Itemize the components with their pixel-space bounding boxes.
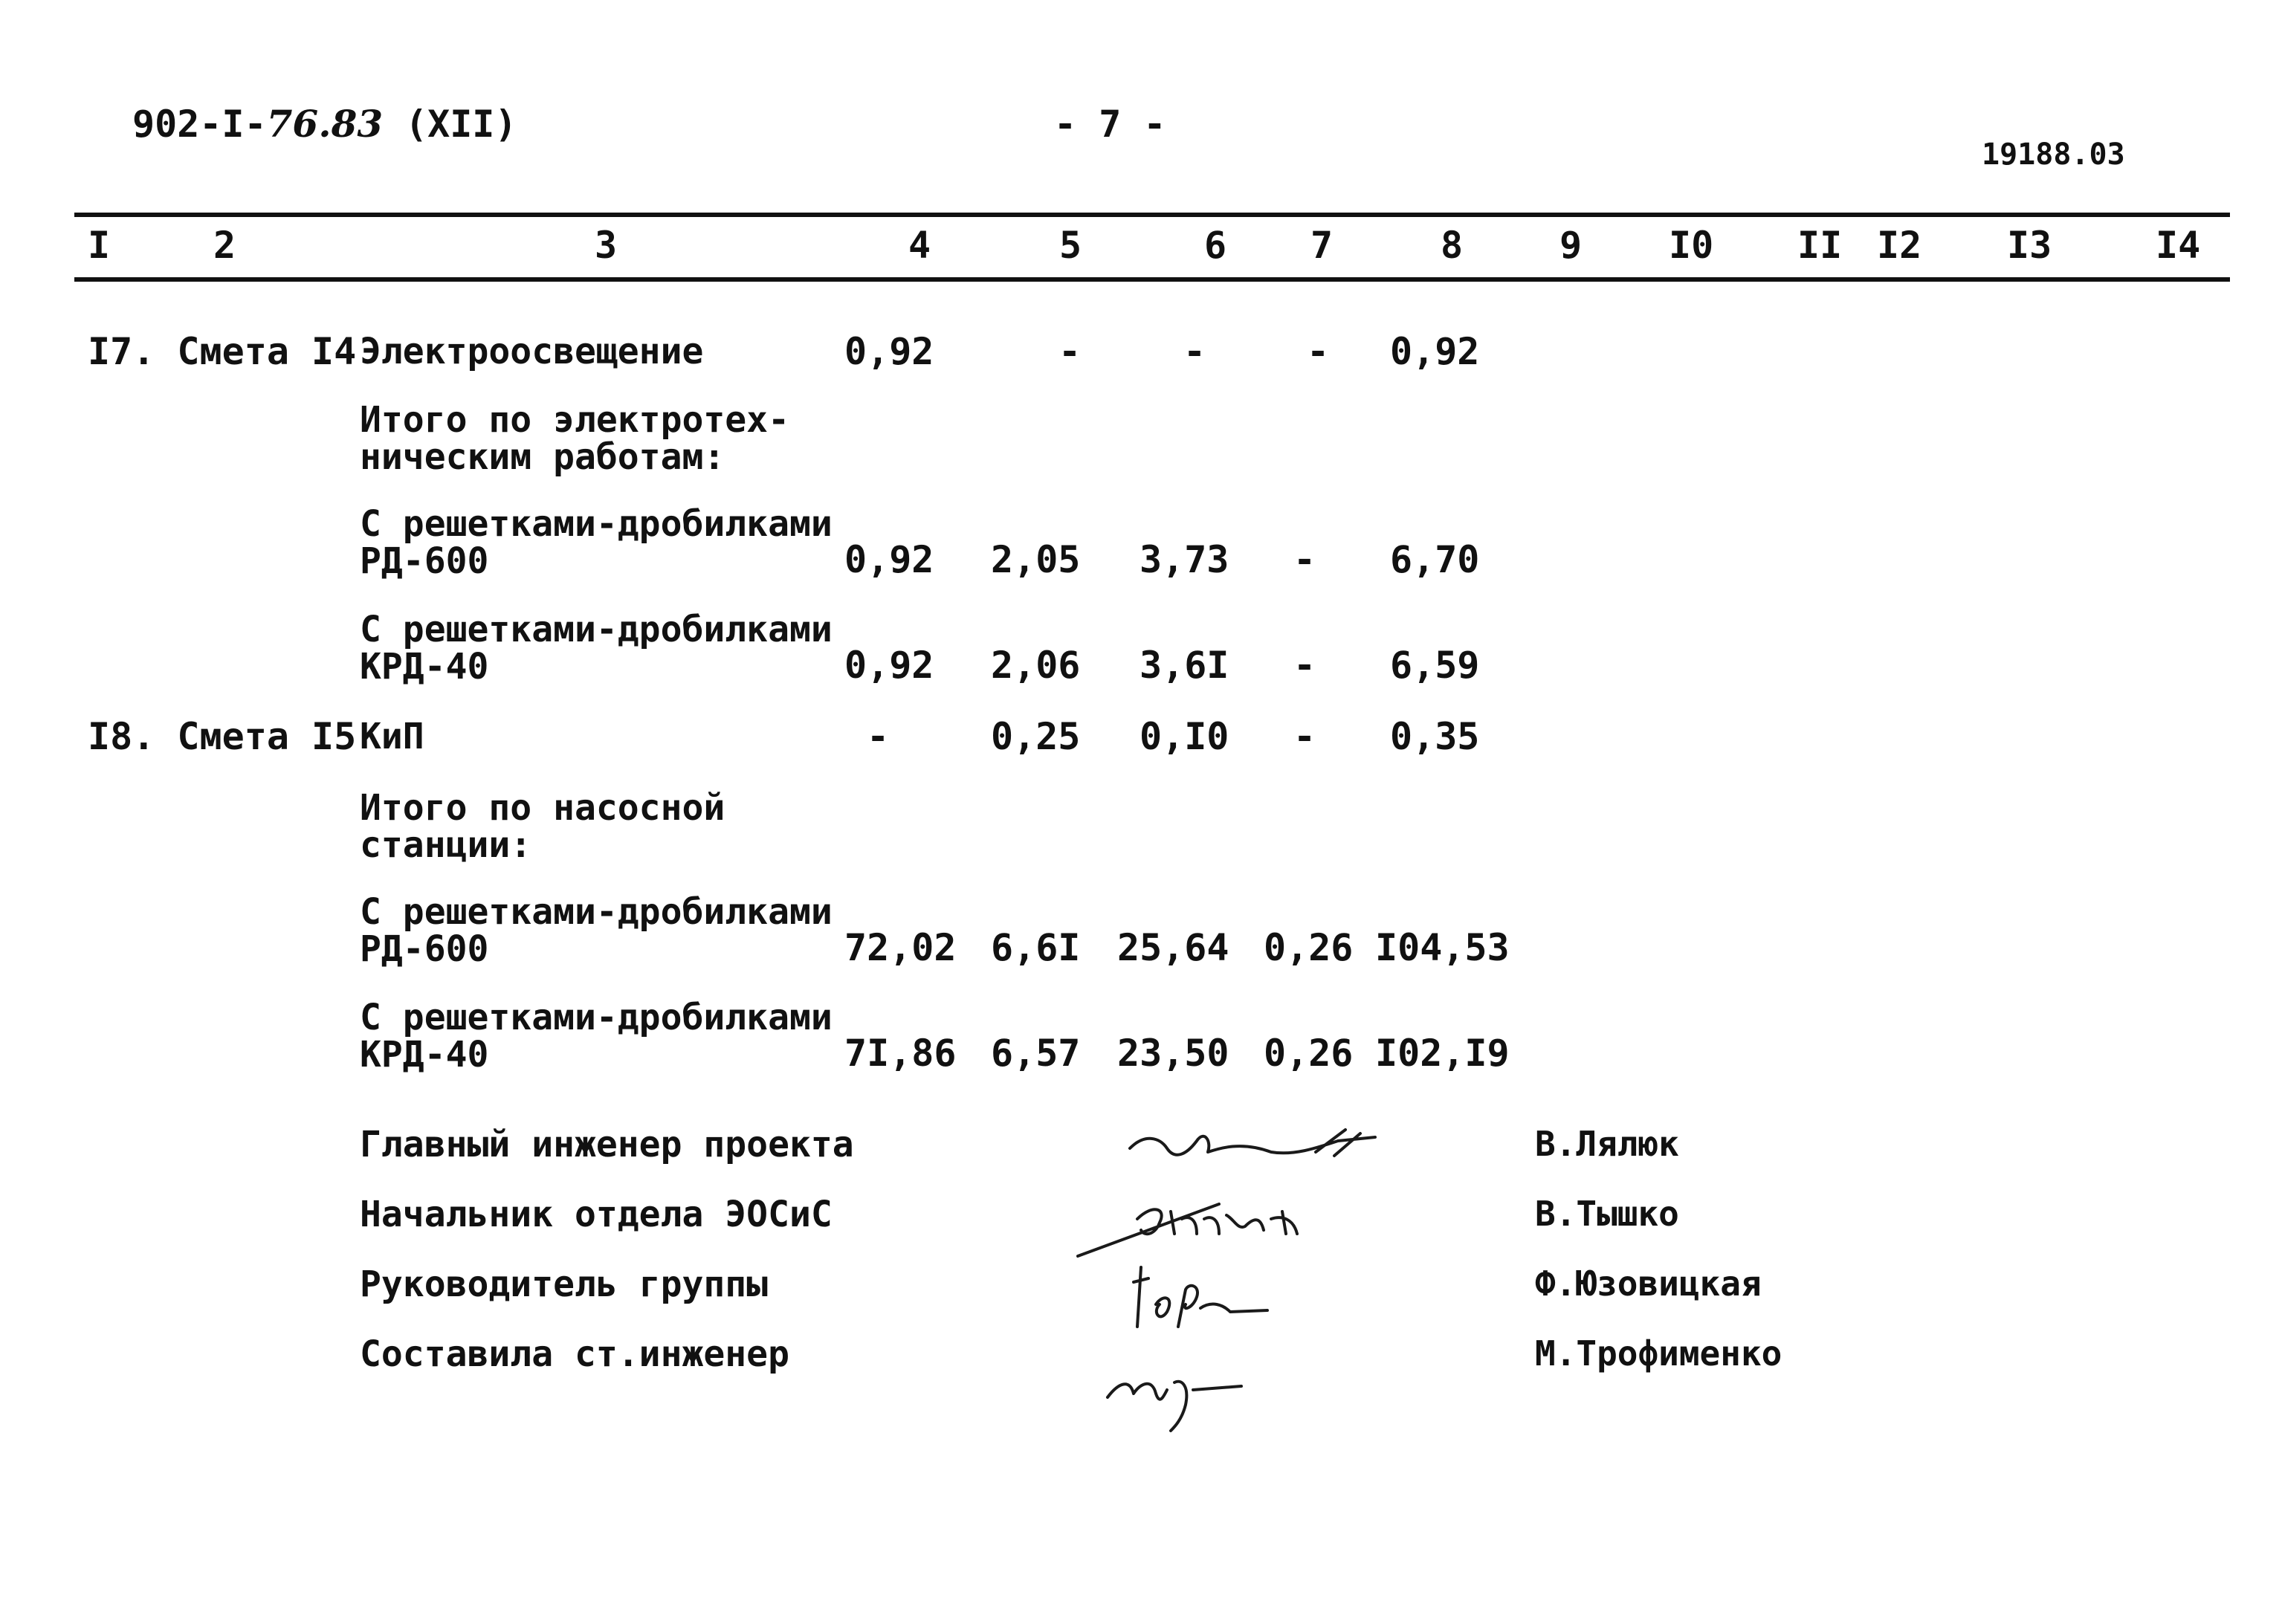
column-header: 5 <box>1059 224 1082 267</box>
cell-col5: 2,06 <box>991 644 1081 687</box>
page-number: - 7 - <box>1054 103 1166 146</box>
row-description: Электроосвещение <box>360 331 704 372</box>
cell-col4: 7I,86 <box>844 1032 957 1075</box>
signatory-name: В.Лялюк <box>1535 1124 1679 1164</box>
cell-col7: - <box>1293 715 1316 758</box>
cell-col8: I04,53 <box>1375 926 1510 969</box>
cell-col7: 0,26 <box>1264 926 1354 969</box>
signatory-name: Ф.Юзовицкая <box>1535 1264 1762 1304</box>
column-header: I4 <box>2156 224 2201 267</box>
signature-2 <box>1070 1174 1345 1264</box>
column-header: 9 <box>1559 224 1583 267</box>
signatory-role: Начальник отдела ЭОСиС <box>360 1194 833 1235</box>
row-description: Итого по электротех- ническим работам: <box>360 399 789 478</box>
signature-3 <box>1126 1252 1290 1334</box>
column-header: I0 <box>1669 224 1714 267</box>
signature-1 <box>1122 1119 1390 1178</box>
cell-col7: 0,26 <box>1264 1032 1354 1075</box>
cell-col6: 23,50 <box>1117 1032 1229 1075</box>
cell-col6: 0,I0 <box>1140 715 1229 758</box>
cell-col4: 0,92 <box>844 644 934 687</box>
row-description: С решетками-дробилками КРД-40 <box>360 609 833 688</box>
signatory-name: М.Трофименко <box>1535 1333 1782 1374</box>
cell-col6: 3,6I <box>1140 644 1229 687</box>
cell-col6: - <box>1183 330 1206 373</box>
cell-col8: 0,35 <box>1390 715 1480 758</box>
cell-col4: 72,02 <box>844 926 957 969</box>
cell-col6: 3,73 <box>1140 538 1229 581</box>
row-description: С решетками-дробилками РД-600 <box>360 891 833 970</box>
signature-4 <box>1100 1338 1264 1434</box>
column-header: I <box>88 224 111 267</box>
cell-col8: 6,70 <box>1390 538 1480 581</box>
column-header: 7 <box>1310 224 1334 267</box>
cell-col7: - <box>1293 538 1316 581</box>
cell-col5: 6,6I <box>991 926 1081 969</box>
column-header: I2 <box>1877 224 1922 267</box>
cell-col5: 2,05 <box>991 538 1081 581</box>
cell-col8: I02,I9 <box>1375 1032 1510 1075</box>
cell-col5: - <box>1058 330 1082 373</box>
header-rule-bottom <box>74 277 2230 282</box>
document-number-prefix: 902-I- <box>132 103 267 146</box>
signatory-role: Составила ст.инженер <box>360 1333 789 1375</box>
header-rule-top <box>74 213 2230 217</box>
signatory-role: Руководитель группы <box>360 1264 769 1305</box>
row-description: С решетками-дробилками РД-600 <box>360 503 833 582</box>
cell-col8: 0,92 <box>1390 330 1480 373</box>
column-header: II <box>1797 224 1843 267</box>
column-header: 4 <box>908 224 931 267</box>
column-header: 8 <box>1441 224 1464 267</box>
column-header: 2 <box>213 224 236 267</box>
document-number-handwritten: 76.83 <box>266 102 384 146</box>
signatory-role: Главный инженер проекта <box>360 1124 854 1165</box>
row-number: I7. Смета I4 <box>88 330 357 373</box>
row-number: I8. Смета I5 <box>88 715 357 758</box>
cell-col7: - <box>1307 330 1330 373</box>
cell-col6: 25,64 <box>1117 926 1229 969</box>
row-description: С решетками-дробилками КРД-40 <box>360 997 833 1075</box>
document-number <box>132 102 384 146</box>
row-description: Итого по насосной станции: <box>360 787 725 866</box>
column-header: 6 <box>1204 224 1227 267</box>
row-description: КиП <box>360 716 424 757</box>
signatory-name: В.Тышко <box>1535 1194 1679 1234</box>
cell-col5: 6,57 <box>991 1032 1081 1075</box>
column-header: I3 <box>2007 224 2052 267</box>
cell-col4: - <box>867 715 890 758</box>
cell-col4: 0,92 <box>844 330 934 373</box>
archive-number: 19188.03 <box>1982 138 2125 172</box>
column-header: 3 <box>595 224 618 267</box>
cell-col8: 6,59 <box>1390 644 1480 687</box>
document-roman: (XII) <box>405 103 517 146</box>
cell-col5: 0,25 <box>991 715 1081 758</box>
cell-col4: 0,92 <box>844 538 934 581</box>
cell-col7: - <box>1293 644 1316 687</box>
